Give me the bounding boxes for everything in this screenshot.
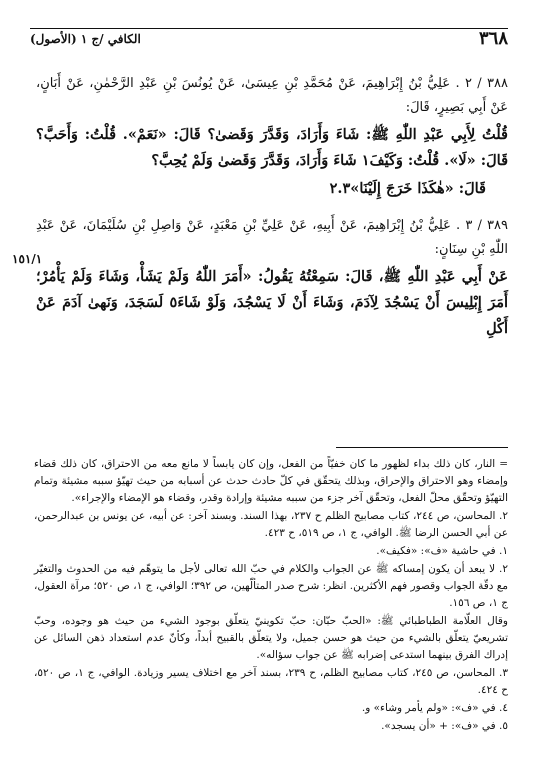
margin-reference: ١٥١/١ xyxy=(12,252,43,266)
footnote-rule xyxy=(336,447,508,448)
footnote-source-388: ٢. المحاسن، ص ٢٤٤، كتاب مصابيح الظلم ح ٢٣٧، بهذا السند. وبسند آخر: عن أبيه، عن يونس بن عبدالرحمن، عن أبي الحسن الرضا ﷺ. الوافي، ج ١، ص ٥١٩، ح ٤٢٣. xyxy=(34,510,508,539)
hadith-388-answer: قَالَ: «هٰكَذَا خَرَجَ إِلَيْنَا»٢.٣ xyxy=(329,180,486,197)
footnotes xyxy=(34,456,508,736)
footnote-3: ٣. المحاسن، ص ٢٤٥، كتاب مصابيح الظلم، ح ٢٣٩، بسند آخر مع اختلاف يسير وزيادة. الوافي، ج ١، ص ٥٢٠، ح ٤٢٤. xyxy=(34,667,508,696)
footnote-4: ٤. في «ف»: «ولم يأمر وشاء» و. xyxy=(361,702,508,714)
hadith-388-chain: ٣٨٨ / ٢ . عَلِيُّ بْنُ إِبْرَاهِيمَ، عَنْ مُحَمَّدِ بْنِ عِيسَىٰ، عَنْ يُونُسَ بْنِ عَبْدِ الرَّحْمٰنِ، عَنْ أَبَانٍ، عَنْ أَبِي بَصِيرٍ، قَالَ: xyxy=(36,76,508,115)
page-number: ٣٦٨ xyxy=(478,28,508,49)
hadith-389-text: عَنْ أَبِي عَبْدِ اللّٰهِ ﷺ، قَالَ: سَمِعْتُهُ يَقُولُ: «أَمَرَ اللّٰهُ وَلَمْ يَشَأْ، وَشَاءَ وَلَمْ يَأْمُرْ؛ أَمَرَ إِبْلِيسَ أَنْ يَسْجُدَ لِآدَمَ، وَشَاءَ أَنْ لَا يَسْجُدَ، وَلَوْ شَاءَ٥ لَسَجَدَ، وَنَهىٰ آدَمَ عَنْ أَكْلِ xyxy=(36,268,508,337)
footnote-2-cont: وقال العلّامة الطباطبائي ﷺ: «الحبّ حبّان: حبّ تكوينيّ يتعلّق بوجود الشيء من حيث هو وجوده، وحبّ تشريعيّ يتعلّق بالشيء من حيث هو حسن جميل، ولا يتعلّق بالقبيح أبداً، وكأنّ عدم استعداد ذهن السائل عن إدراك الفرق بينهما استدعى إضرابه ﷺ عن جواب سؤاله». xyxy=(34,615,508,661)
hadith-389-chain: ٣٨٩ / ٣ . عَلِيُّ بْنُ إِبْرَاهِيمَ، عَنْ أَبِيهِ، عَنْ عَلِيِّ بْنِ مَعْبَدٍ، عَنْ وَاصِلِ بْنِ سُلَيْمَانَ، عَنْ عَبْدِ اللّٰهِ بْنِ سِنَانٍ: xyxy=(36,218,508,257)
footnote-continuation: = النار، كان ذلك بداء لظهور ما كان خفيّاً من الفعل، وإن كان يابساً لا مانع معه من الاحتراق، كان ذلك قضاء وإمضاء وهو الاحتراق والإحراق، وبذلك يتحقّق في كلّ حادث حدث عن أسبابه من حيث تهيّؤ سببه مشيئة وتمام التهيّؤ وتحقّق محلّ الفعل، وتحقّق آخر جزء من سببه مشيئة وإرادة وقدر، وقضاء هو الإمضاء والإجراء». xyxy=(34,458,508,504)
page-header xyxy=(30,28,508,52)
footnote-5: ٥. في «ف»: + «أن يسجد». xyxy=(381,720,508,732)
footnote-1: ١. في حاشية «ف»: «فكيف». xyxy=(376,545,508,557)
header-rule xyxy=(30,28,508,29)
footnote-2: ٢. لا يبعد أن يكون إمساكه ﷺ عن الجواب والكلام في حبّ الله تعالى لأجل ما يتوهّم فيه من الحدوث والتغيّر مع دقّة الجواب وقصور فهم الأكثرين. انظر: شرح صدر المتألّهين، ص ٣٩٢؛ الوافي، ج ١، ص ٥٢٠؛ مرآة العقول، ج ١، ص ١٥٦. xyxy=(34,563,508,609)
hadith-388-text: قُلْتُ لِأَبِي عَبْدِ اللّٰهِ ﷺ: شَاءَ وَأَرَادَ، وَقَدَّرَ وَقَضىٰ؟ قَالَ: «نَعَمْ». قُلْتُ: وَأَحَبَّ؟ قَالَ: «لَا». قُلْتُ: وَكَيْفَ١ شَاءَ وَأَرَادَ، وَقَدَّرَ وَقَضىٰ وَلَمْ يُحِبَّ؟ xyxy=(36,126,508,169)
main-text xyxy=(36,72,508,344)
running-title: الكافي /ج ١ (الأصول) xyxy=(30,32,141,46)
